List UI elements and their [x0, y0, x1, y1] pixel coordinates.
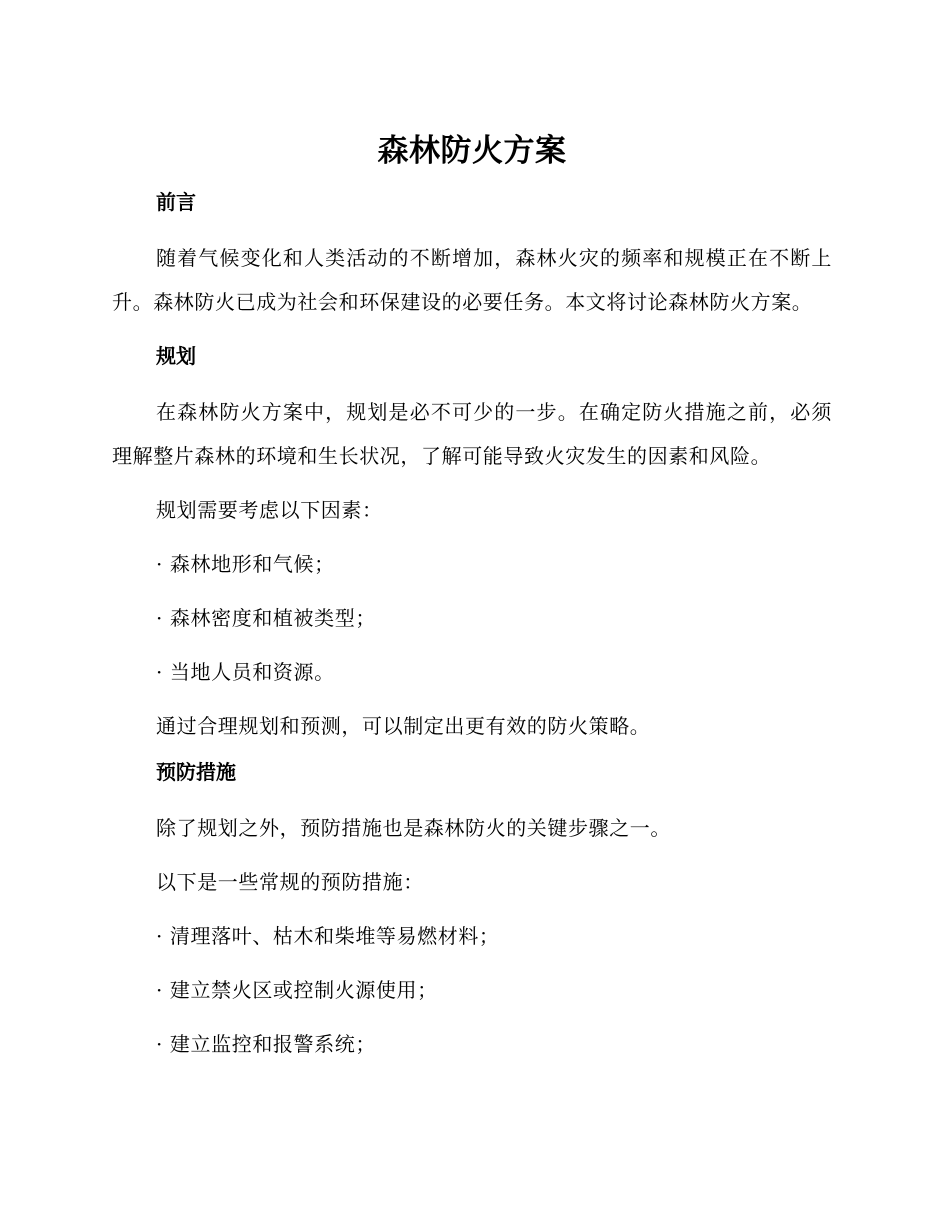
planning-bullet-3: · 当地人员和资源。 [156, 660, 335, 684]
section-heading-prevention: 预防措施 [156, 760, 236, 784]
planning-list-lead: 规划需要考虑以下因素： [156, 498, 383, 522]
planning-bullet-2: · 森林密度和植被类型； [156, 606, 376, 630]
document-title: 森林防火方案 [377, 133, 567, 169]
prevention-bullet-1: · 清理落叶、枯木和柴堆等易燃材料； [156, 924, 500, 948]
prevention-paragraph: 除了规划之外，预防措施也是森林防火的关键步骤之一。 [156, 816, 671, 840]
planning-conclusion: 通过合理规划和预测，可以制定出更有效的防火策略。 [156, 714, 651, 738]
section-heading-planning: 规划 [156, 344, 196, 368]
prevention-bullet-3: · 建立监控和报警系统； [156, 1032, 376, 1056]
planning-bullet-1: · 森林地形和气候； [156, 552, 335, 576]
document-content [112, 128, 832, 1076]
prevention-list-lead: 以下是一些常规的预防措施： [156, 870, 424, 894]
preface-paragraph: 随着气候变化和人类活动的不断增加，森林火灾的频率和规模正在不断上升。森林防火已成为社会和环保建设的必要任务。本文将讨论森林防火方案。 [112, 246, 832, 314]
planning-paragraph: 在森林防火方案中，规划是必不可少的一步。在确定防火措施之前，必须理解整片森林的环境和生长状况，了解可能导致火灾发生的因素和风险。 [112, 400, 832, 468]
prevention-bullet-2: · 建立禁火区或控制火源使用； [156, 978, 438, 1002]
section-heading-preface: 前言 [156, 190, 196, 214]
